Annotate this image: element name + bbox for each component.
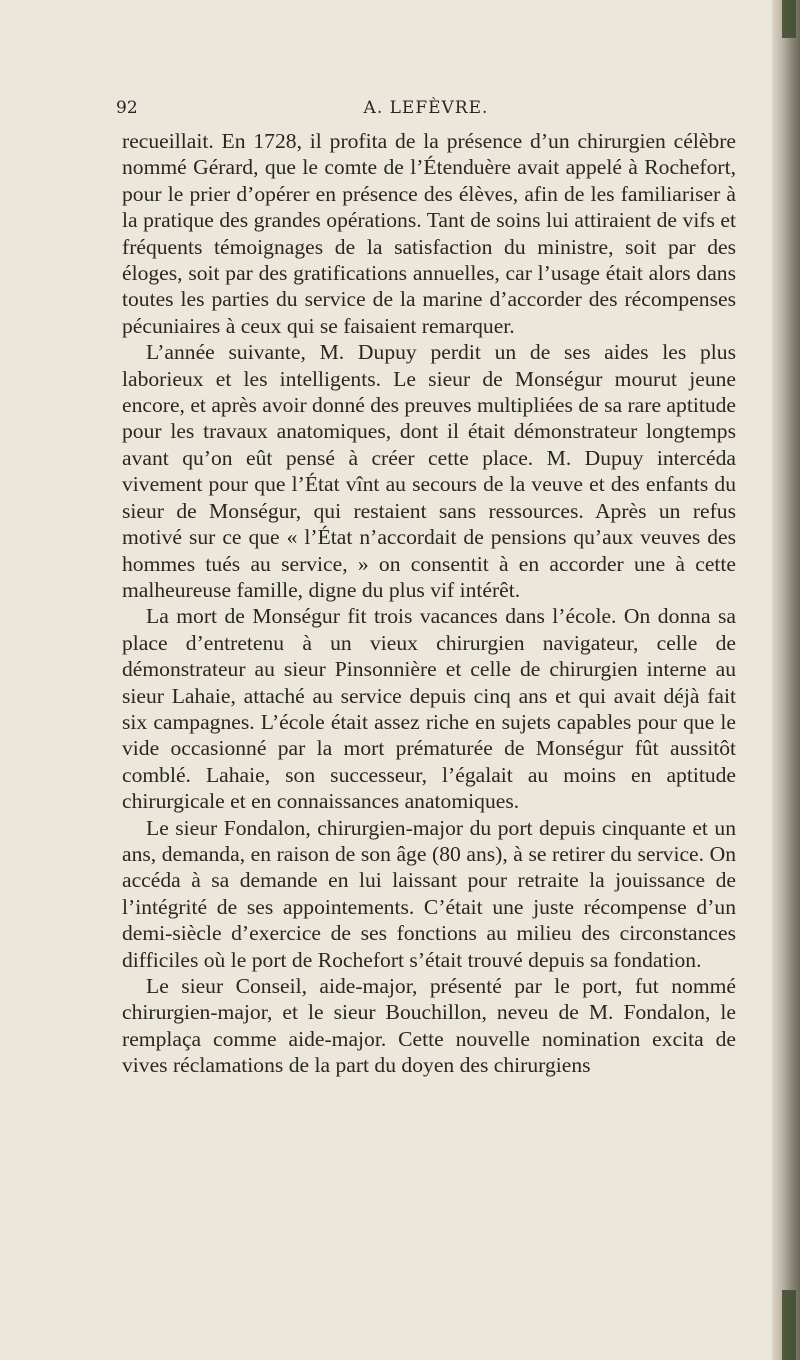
book-edge [772, 0, 800, 1360]
paragraph: La mort de Monségur fit trois vacances dans l’école. On donna sa place d’entretenu à un vieux chirurgien navigateur, celle de démonstrateur au sieur Pinsonnière et celle de chirurgien interne au sieur Lahaie, attaché au service depuis cinq ans et qui avait déjà fait six campagnes. L’école était assez riche en sujets capables pour que le vide occasionné par la mort prématurée de Monségur fût aussitôt comblé. Lahaie, son successeur, l’égalait au moins en aptitude chirurgicale et en connaissances anatomiques. [122, 604, 736, 814]
paragraph: Le sieur Conseil, aide-major, présenté par le port, fut nommé chirurgien-major, et le sieur Bouchillon, neveu de M. Fondalon, le remplaça comme aide-major. Cette nouvelle nomination excita de vives réclamations de la part du doyen des chirurgiens [122, 974, 736, 1078]
edge-mark [782, 0, 796, 38]
paragraph: L’année suivante, M. Dupuy perdit un de ses aides les plus laborieux et les intelligents. Le sieur de Monségur mourut jeune encore, et après avoir donné des preuves multipliées de sa rare aptitude pour les travaux anatomiques, dont il était démonstrateur longtemps avant qu’on eût pensé à créer cette place. M. Dupuy intercéda vivement pour que l’État vînt au secours de la veuve et des enfants du sieur de Monségur, qui restaient sans ressources. Après un refus motivé sur ce que « l’État n’accordait de pensions qu’aux veuves des hommes tués au service, » on consentit à en accorder une à cette malheureuse famille, digne du plus vif intérêt. [122, 340, 736, 602]
edge-mark [782, 1290, 796, 1360]
running-head: A. LEFÈVRE. [363, 98, 489, 118]
page-header [116, 98, 736, 122]
paragraph: Le sieur Fondalon, chirurgien-major du port depuis cinquante et un ans, demanda, en raison de son âge (80 ans), à se retirer du service. On accéda à sa demande en lui laissant pour retraite la jouissance de l’intégrité de ses appointements. C’était une juste récompense d’un demi-siècle d’exercice de ses fonctions au milieu des circonstances difficiles où le port de Rochefort s’était trouvé depuis sa fondation. [122, 815, 736, 972]
body-text [122, 128, 736, 1079]
page-number: 92 [116, 98, 138, 118]
paragraph: recueillait. En 1728, il profita de la présence d’un chirurgien célèbre nommé Gérard, que le comte de l’Étenduère avait appelé à Rochefort, pour le prier d’opérer en présence des élèves, afin de les familiariser à la pratique des grandes opérations. Tant de soins lui attiraient de vifs et fréquents témoignages de la satisfaction du ministre, soit par des éloges, soit par des gratifications annuelles, car l’usage était alors dans toutes les parties du service de la marine d’accorder des récompenses pécuniaires à ceux qui se faisaient remarquer. [122, 129, 736, 338]
